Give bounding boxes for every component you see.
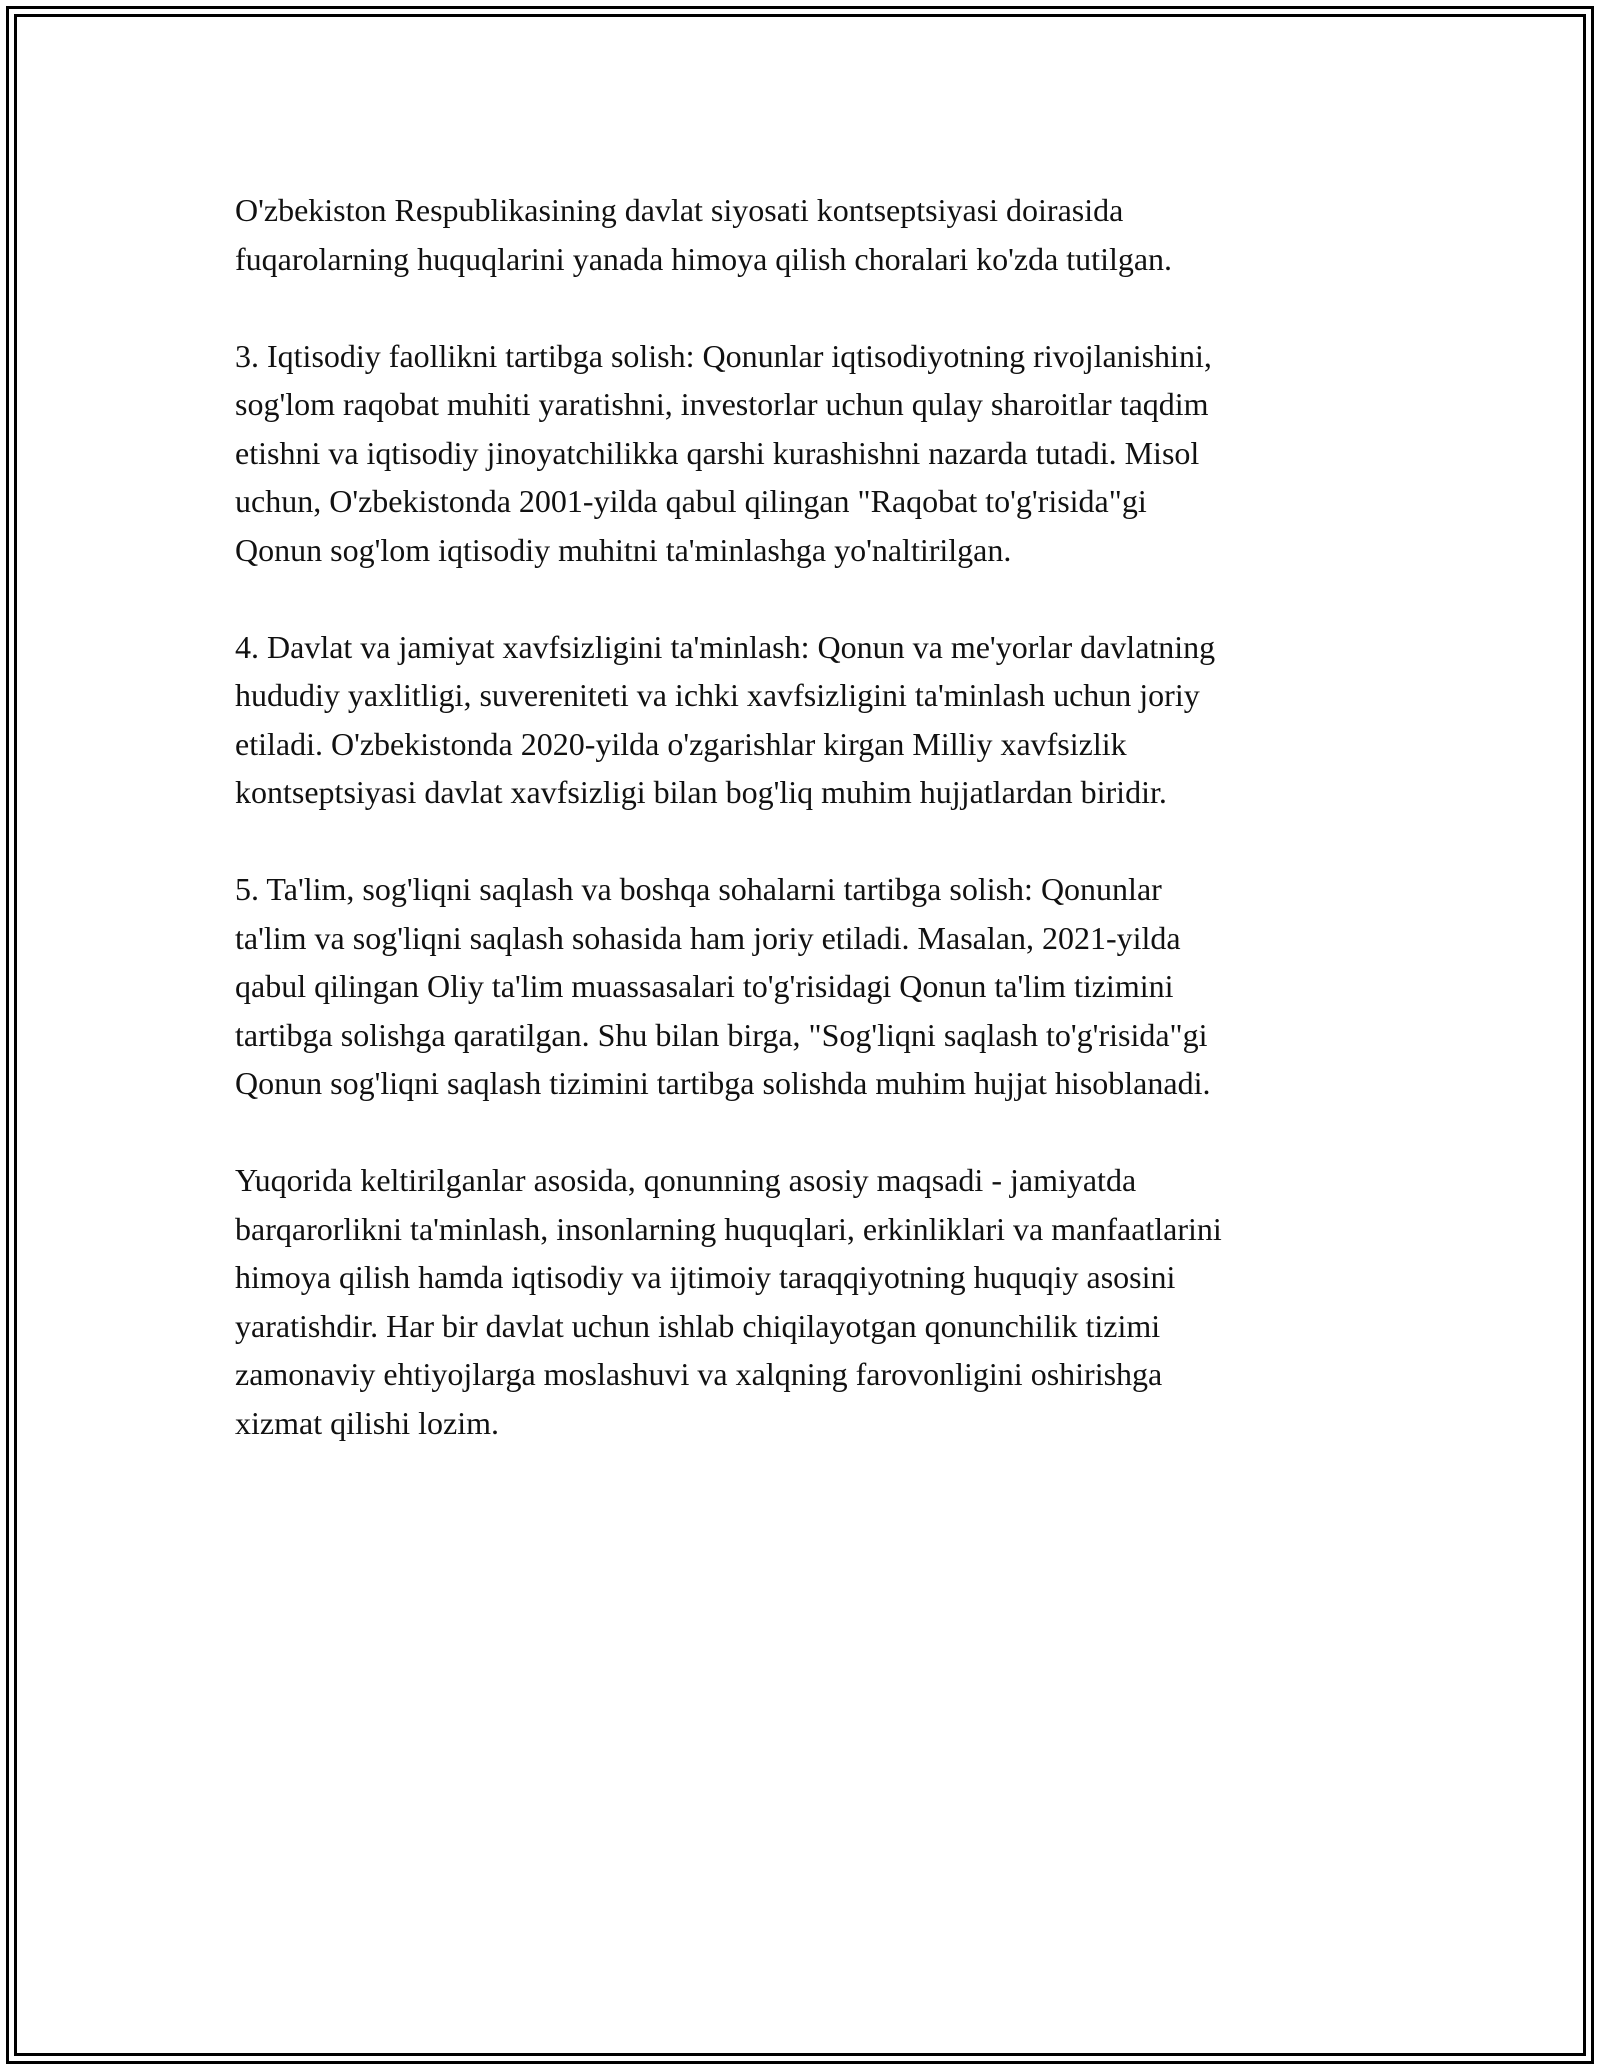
text-line: O'zbekiston Respublikasining davlat siyosati kontseptsiyasi doirasida bbox=[235, 192, 1124, 228]
text-line: yaratishdir. Har bir davlat uchun ishlab chiqilayotgan qonunchilik tizimi bbox=[235, 1307, 1161, 1344]
document-body bbox=[235, 186, 1435, 1496]
text-line: 3. Iqtisodiy faollikni tartibga solish: Qonunlar iqtisodiyotning rivojlanishini, bbox=[235, 337, 1212, 374]
text-line: Qonun sog'liqni saqlash tizimini tartibga solishda muhim hujjat hisoblanadi. bbox=[235, 1065, 1211, 1101]
text-line: barqarorlikni ta'minlash, insonlarning huquqlari, erkinliklari va manfaatlarini bbox=[235, 1210, 1222, 1247]
paragraph-conclusion bbox=[235, 1156, 1435, 1447]
text-line: qabul qilingan Oliy ta'lim muassasalari to'g'risidagi Qonun ta'lim tizimini bbox=[235, 968, 1174, 1004]
text-line: fuqarolarning huquqlarini yanada himoya qilish choralari ko'zda tutilgan. bbox=[235, 240, 1173, 277]
text-line: hududiy yaxlitligi, suvereniteti va ichki xavfsizligini ta'minlash uchun joriy bbox=[235, 677, 1200, 713]
text-line: zamonaviy ehtiyojlarga moslashuvi va xalqning farovonligini oshirishga bbox=[235, 1356, 1163, 1392]
text-line: 5. Ta'lim, sog'liqni saqlash va boshqa sohalarni tartibga solish: Qonunlar bbox=[235, 871, 1162, 907]
paragraph-intro bbox=[235, 186, 1435, 283]
paragraph-economic-activity bbox=[235, 332, 1435, 575]
text-line: sog'lom raqobat muhiti yaratishni, investorlar uchun qulay sharoitlar taqdim bbox=[235, 386, 1209, 422]
text-line: ta'lim va sog'liqni saqlash sohasida ham joriy etiladi. Masalan, 2021-yilda bbox=[235, 919, 1181, 956]
paragraph-education-health bbox=[235, 865, 1435, 1108]
text-line: etishni va iqtisodiy jinoyatchilikka qarshi kurashishni nazarda tutadi. Misol bbox=[235, 434, 1200, 471]
text-line: 4. Davlat va jamiyat xavfsizligini ta'minlash: Qonun va me'yorlar davlatning bbox=[235, 628, 1216, 665]
text-line: Yuqorida keltirilganlar asosida, qonunning asosiy maqsadi - jamiyatda bbox=[235, 1162, 1137, 1198]
text-line: uchun, O'zbekistonda 2001-yilda qabul qilingan "Raqobat to'g'risida"gi bbox=[235, 483, 1147, 519]
text-line: Qonun sog'lom iqtisodiy muhitni ta'minlashga yo'naltirilgan. bbox=[235, 531, 1012, 568]
text-line: etiladi. O'zbekistonda 2020-yilda o'zgarishlar kirgan Milliy xavfsizlik bbox=[235, 725, 1127, 762]
text-line: xizmat qilishi lozim. bbox=[235, 1404, 499, 1441]
text-line: tartibga solishga qaratilgan. Shu bilan birga, "Sog'liqni saqlash to'g'risida"gi bbox=[235, 1016, 1208, 1053]
text-line: kontseptsiyasi davlat xavfsizligi bilan bog'liq muhim hujjatlardan biridir. bbox=[235, 774, 1167, 810]
text-line: himoya qilish hamda iqtisodiy va ijtimoiy taraqqiyotning huquqiy asosini bbox=[235, 1259, 1176, 1295]
paragraph-security bbox=[235, 623, 1435, 817]
